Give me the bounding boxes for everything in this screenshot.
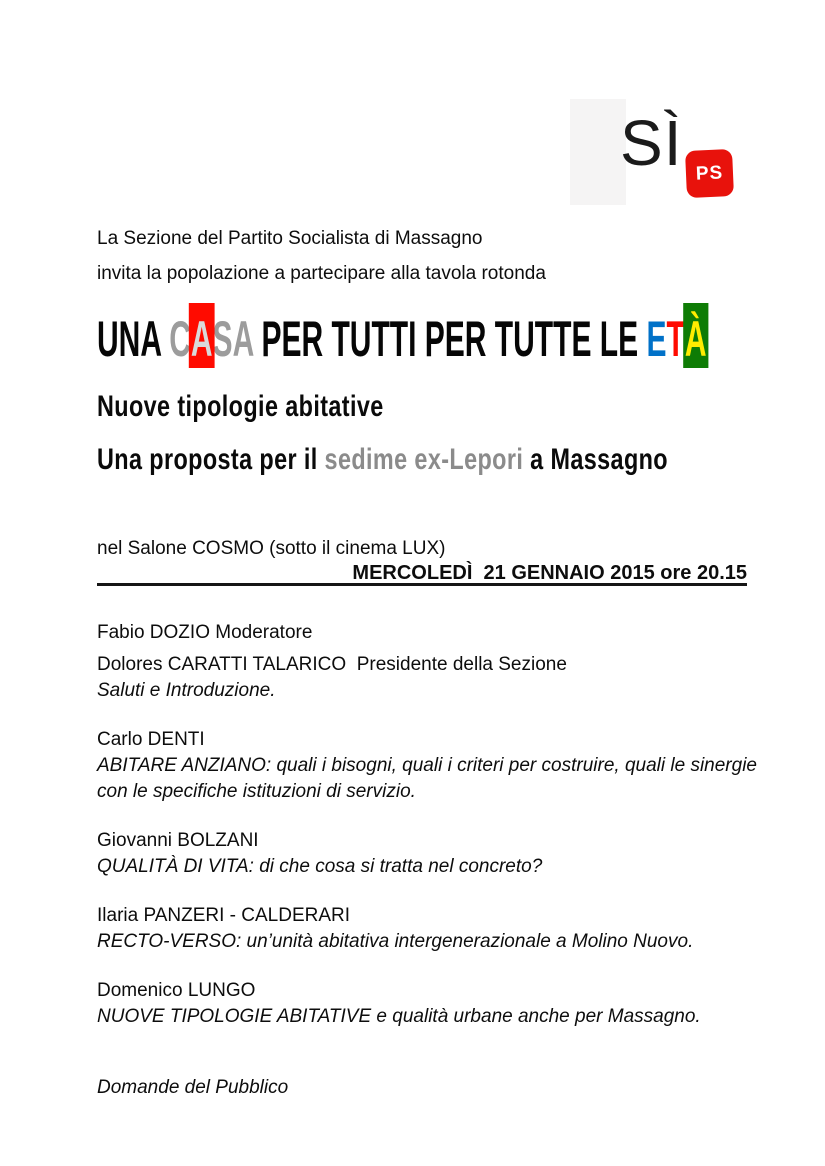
title-segment-a-on-red: A	[190, 311, 213, 367]
ps-si-logo	[570, 99, 742, 207]
intro-line-2: invita la popolazione a partecipare alla tavola rotonda	[97, 263, 546, 284]
speaker-block	[97, 727, 777, 805]
speaker-block	[97, 652, 777, 704]
speaker-name: Dolores CARATTI TALARICO Presidente della Sezione	[97, 654, 567, 675]
speaker-topic: ABITARE ANZIANO: quali i bisogni, quali i criteri per costruire, quali le sinergie con le specifiche istituzioni di servizio.	[97, 755, 757, 802]
speaker-name: Ilaria PANZERI - CALDERARI	[97, 905, 351, 926]
title-segment-e: E	[646, 311, 667, 367]
speaker-topic: NUOVE TIPOLOGIE ABITATIVE e qualità urbane anche per Massagno.	[97, 1006, 701, 1027]
logo-gray-panel	[570, 99, 626, 205]
subtitle-proposta-black-1: Una proposta per il	[97, 443, 325, 476]
closing-line: Domande del Pubblico	[97, 1077, 289, 1098]
si-logotype: SÌ	[620, 107, 683, 179]
subtitle-tipologie: Nuove tipologie abitative	[97, 390, 384, 423]
ps-badge-icon	[685, 149, 734, 198]
title-segment-c: C	[169, 311, 191, 367]
title-segment-a-on-green: À	[684, 311, 707, 367]
title-segment-middle: PER TUTTI PER TUTTE LE	[253, 311, 647, 367]
speaker-block	[97, 978, 777, 1030]
title-segment-una: UNA	[97, 311, 170, 367]
speaker-block	[97, 828, 777, 880]
speaker-block	[97, 903, 777, 955]
title-segment-t: T	[666, 311, 685, 367]
subtitle-proposta-black-2: a Massagno	[523, 443, 668, 476]
date-line: MERCOLEDÌ 21 GENNAIO 2015 ore 20.15	[352, 562, 747, 584]
speaker-name: Carlo DENTI	[97, 729, 205, 750]
speakers-list	[97, 652, 777, 1053]
subtitle-proposta-gray: sedime ex-Lepori	[324, 443, 524, 476]
speaker-topic: RECTO-VERSO: un’unità abitativa intergenerazionale a Molino Nuovo.	[97, 931, 694, 952]
subtitle-proposta	[97, 443, 668, 477]
moderator-line: Fabio DOZIO Moderatore	[97, 622, 313, 643]
ps-badge-label: PS	[695, 161, 724, 185]
venue-line: nel Salone COSMO (sotto il cinema LUX)	[97, 538, 446, 559]
divider-line	[97, 583, 747, 586]
intro-line-1: La Sezione del Partito Socialista di Massagno	[97, 228, 483, 249]
main-title	[97, 308, 706, 370]
title-segment-sa: SA	[212, 311, 254, 367]
speaker-name: Domenico LUNGO	[97, 980, 256, 1001]
speaker-topic: QUALITÀ DI VITA: di che cosa si tratta nel concreto?	[97, 856, 543, 877]
speaker-name: Giovanni BOLZANI	[97, 830, 259, 851]
speaker-topic: Saluti e Introduzione.	[97, 680, 276, 701]
